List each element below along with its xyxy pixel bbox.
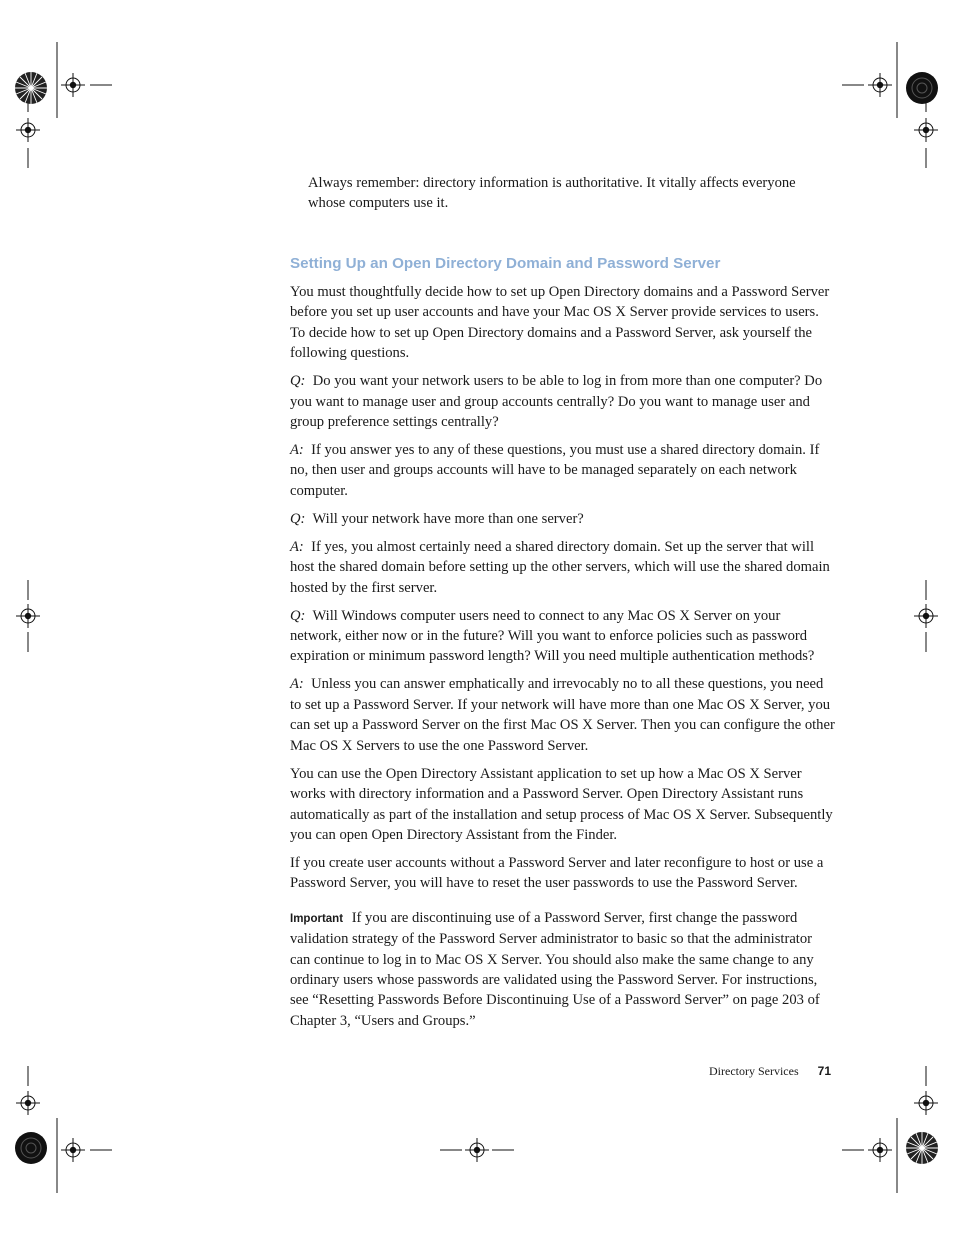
- page-footer: [709, 1063, 831, 1079]
- question-text: Will your network have more than one server?: [312, 510, 584, 527]
- question-3: [290, 606, 835, 667]
- q-label: Q:: [290, 510, 306, 527]
- a-label: A:: [290, 676, 304, 693]
- question-text: Will Windows computer users need to connect to any Mac OS X Server on your network, either now or in the future? Will you want to enforce policies such as password expiration or minimum password length? Will you need multiple authentication methods?: [290, 607, 815, 665]
- answer-text: If yes, you almost certainly need a shared directory domain. Set up the server that will host the shared domain before setting up the other servers, which will use the shared domain hosted by the first server.: [290, 538, 830, 596]
- important-text: If you are discontinuing use of a Password Server, first change the password validation strategy of the Password Server administrator to basic so that the administrator can continue to log in to Mac OS X Server. You should also make the same change to any ordinary users whose passwords are validated using the Password Server. For instructions, see “Resetting Passwords Before Discontinuing Use of a Password Server” on page 203 of Chapter 3, “Users and Groups.”: [290, 909, 820, 1029]
- footer-section-title: Directory Services: [709, 1064, 799, 1078]
- paragraph-text: You must thoughtfully decide how to set up Open Directory domains and a Password Server before you set up user accounts and have your Mac OS X Server provide services to users. To decide how to set up Open Directory domains and a Password Server, ask yourself the following questions.: [290, 284, 830, 362]
- answer-3: [290, 674, 835, 756]
- answer-text: Unless you can answer emphatically and irrevocably no to all these questions, you need to set up a Password Server. If your network will have more than one Mac OS X Server, you can set up a Password Server on the first Mac OS X Server. Then you can configure the other Mac OS X Servers to use the one Password Server.: [290, 676, 835, 754]
- paragraph-text: You can use the Open Directory Assistant application to set up how a Mac OS X Server works with directory information and a Password Server. Open Directory Assistant runs automatically as part of the installation and setup process of Mac OS X Server. Subsequently you can open Open Directory Assistant from the Finder.: [290, 765, 833, 843]
- body-text: [290, 282, 835, 1039]
- answer-2: [290, 537, 835, 598]
- important-label: Important: [290, 912, 344, 925]
- question-text: Do you want your network users to be able to log in from more than one computer? Do you want to manage user and group accounts centrally? Do you want to manage user and group preference settings centrally?: [290, 373, 823, 431]
- page-number: 71: [817, 1064, 831, 1078]
- important-note: [290, 908, 835, 1031]
- paragraph-assistant: [290, 764, 835, 846]
- a-label: A:: [290, 538, 304, 555]
- intro-note: Always remember: directory information is authoritative. It vitally affects everyone whose computers use it.: [308, 175, 796, 212]
- paragraph-text: If you create user accounts without a Password Server and later reconfigure to host or use a Password Server, you will have to reset the user passwords to use the Password Server.: [290, 854, 824, 892]
- a-label: A:: [290, 442, 304, 459]
- question-2: [290, 509, 835, 529]
- paragraph-intro: [290, 282, 835, 364]
- q-label: Q:: [290, 373, 306, 390]
- section-heading: Setting Up an Open Directory Domain and Password Server: [290, 255, 721, 272]
- answer-1: [290, 440, 835, 501]
- paragraph-reset: [290, 853, 835, 894]
- answer-text: If you answer yes to any of these questions, you must use a shared directory domain. If no, then user and groups accounts will have to be managed separately on each network computer.: [290, 442, 820, 499]
- q-label: Q:: [290, 607, 306, 624]
- question-1: [290, 371, 835, 432]
